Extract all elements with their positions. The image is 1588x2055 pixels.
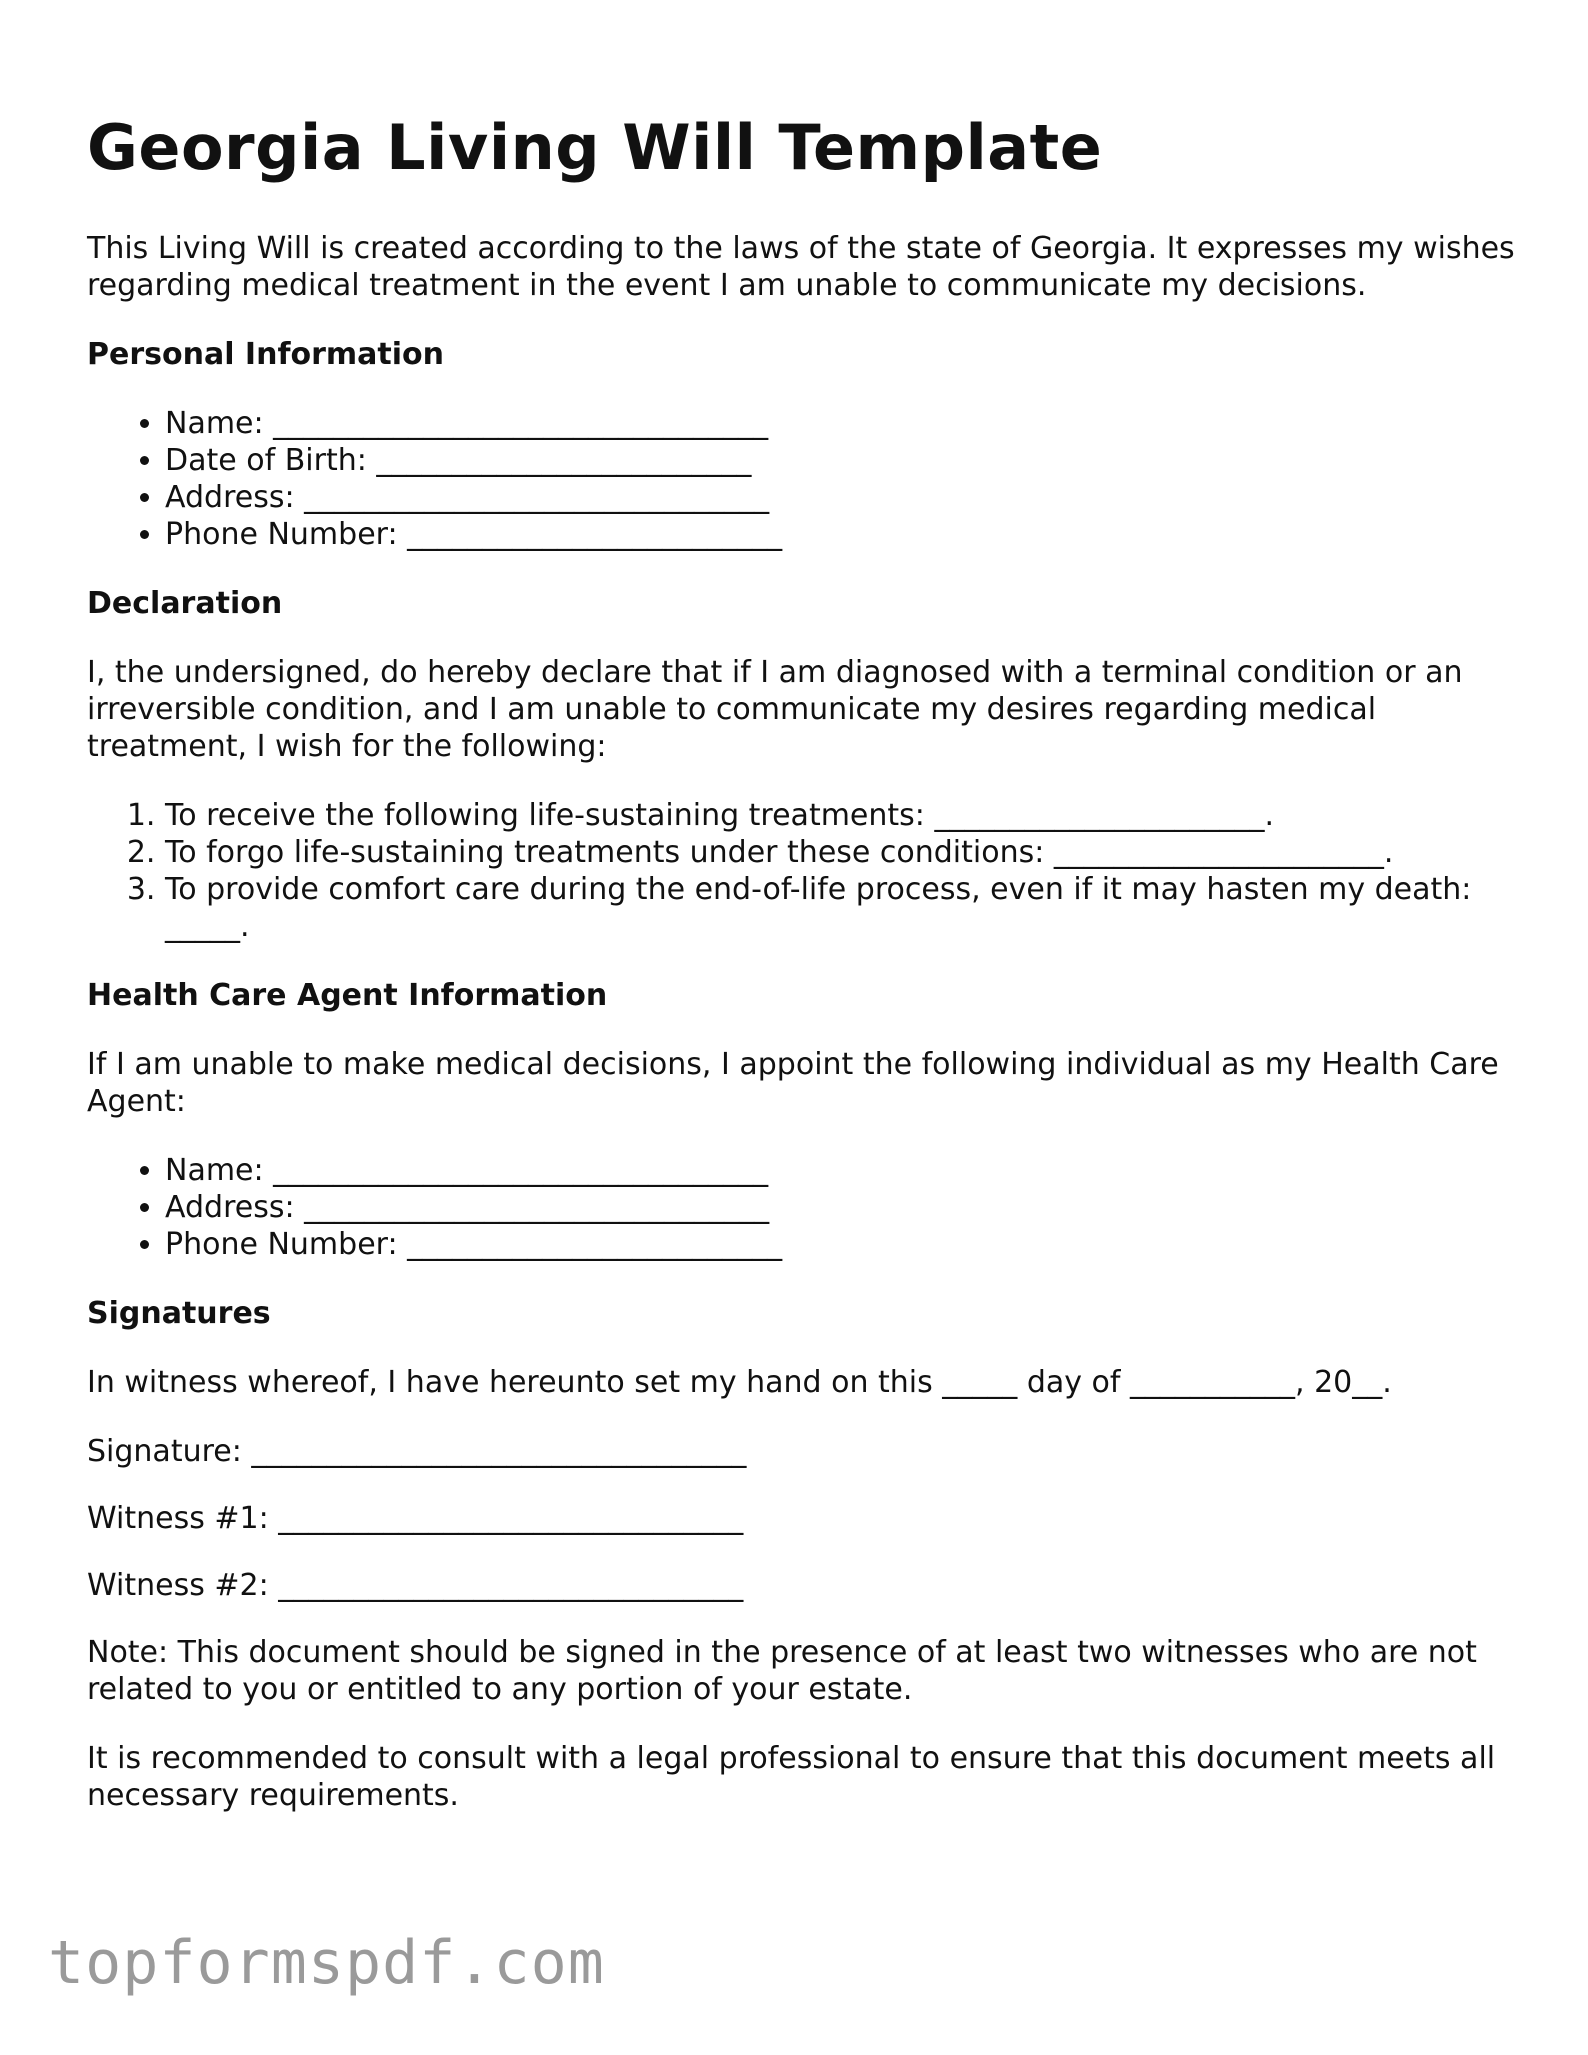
recommendation-paragraph: It is recommended to consult with a legal professional to ensure that this document meets all necessary requirements. <box>87 1741 1496 1813</box>
declaration-heading: Declaration <box>87 586 283 621</box>
declaration-paragraph: I, the undersigned, do hereby declare that if I am diagnosed with a terminal condition or an irreversible condition, and I am unable to communicate my desires regarding medical treatment, I wish for the following: <box>87 655 1463 764</box>
personal-address-field: • Address: _______________________________ <box>165 479 1527 516</box>
personal-name-field: • Name: _________________________________ <box>165 405 1527 442</box>
personal-dob-field: • Date of Birth: _________________________ <box>165 442 1527 479</box>
signature-line: Signature: _________________________________ <box>87 1434 747 1469</box>
agent-address-field: • Address: _______________________________ <box>165 1189 1527 1226</box>
intro-paragraph: This Living Will is created according to the laws of the state of Georgia. It expresses my wishes regarding medical treatment in the event I am unable to communicate my decisions. <box>87 231 1515 303</box>
document-title: Georgia Living Will Template <box>87 111 1103 184</box>
agent-heading: Health Care Agent Information <box>87 978 608 1013</box>
personal-info-list <box>87 405 1527 553</box>
personal-info-heading: Personal Information <box>87 337 444 372</box>
agent-phone-field: • Phone Number: _________________________ <box>165 1226 1527 1263</box>
witness-whereof-line: In witness whereof, I have hereunto set my hand on this _____ day of ___________, 20__. <box>87 1365 1392 1400</box>
declaration-item-forgo: 2. To forgo life-sustaining treatments under these conditions: ______________________. <box>165 834 1527 871</box>
witness-2-line: Witness #2: _______________________________ <box>87 1568 744 1603</box>
agent-paragraph: If I am unable to make medical decisions, I appoint the following individual as my Health Care Agent: <box>87 1047 1499 1119</box>
declaration-list <box>87 797 1527 945</box>
watermark-text: topformspdf.com <box>48 1928 605 1998</box>
document-page <box>87 108 1527 1846</box>
agent-name-field: • Name: _________________________________ <box>165 1152 1527 1189</box>
note-paragraph: Note: This document should be signed in the presence of at least two witnesses who are not related to you or entitled to any portion of your estate. <box>87 1635 1477 1707</box>
witness-1-line: Witness #1: _______________________________ <box>87 1501 744 1536</box>
declaration-item-comfort: 3. To provide comfort care during the end-of-life process, even if it may hasten my death: _____. <box>165 871 1527 945</box>
agent-info-list <box>87 1152 1527 1263</box>
declaration-item-receive: 1. To receive the following life-sustaining treatments: ______________________. <box>165 797 1527 834</box>
signatures-heading: Signatures <box>87 1296 271 1331</box>
personal-phone-field: • Phone Number: _________________________ <box>165 516 1527 553</box>
